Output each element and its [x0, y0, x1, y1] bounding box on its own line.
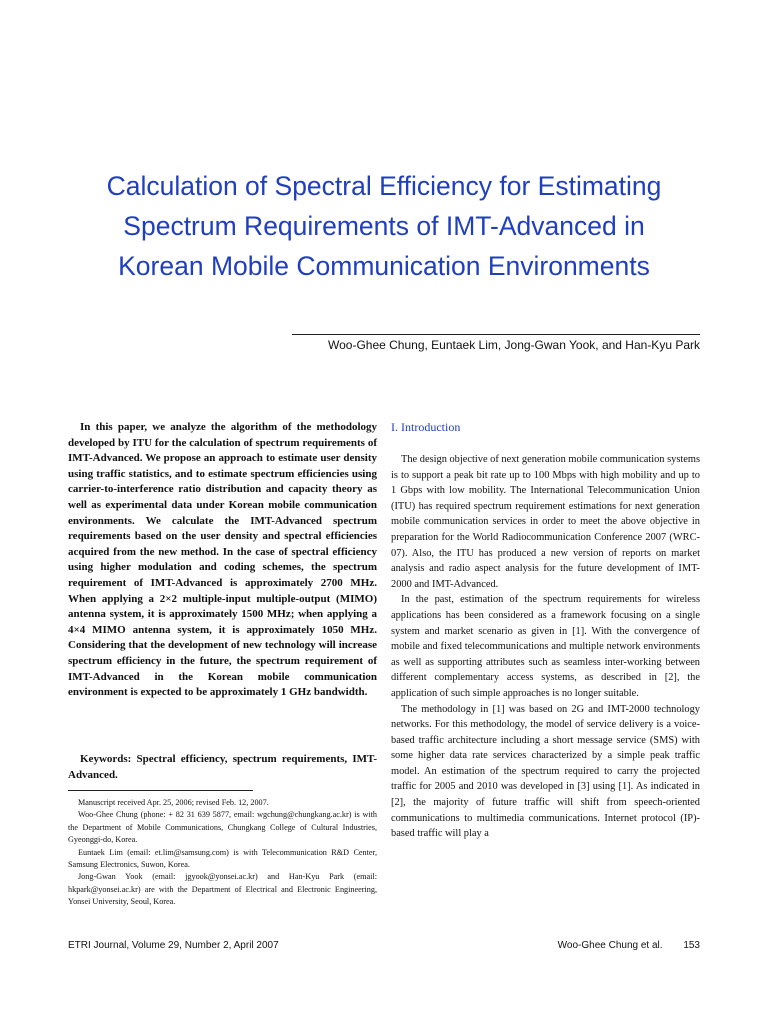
footnote-author-2: Euntaek Lim (email: et.lim@samsung.com) is with Telecommunication R&D Center, Samsung Electronics, Suwon, Korea. [68, 847, 377, 870]
page-number: 153 [683, 940, 700, 951]
author-rule [292, 334, 700, 335]
title-line-3: Korean Mobile Communication Environments [118, 251, 650, 281]
journal-footer: ETRI Journal, Volume 29, Number 2, April 2007 [68, 940, 279, 951]
footnote-rule [68, 790, 253, 791]
body-paragraph: The design objective of next generation mobile communication systems is to support a peak bit rate up to 100 Mbps with high mobility and up to 1 Gbps with low mobility. The International Telecommunication Union (ITU) has required spectrum requirement estimations for next generation mobile communication services in order to meet the above objective in preparation for the World Radiocommunication Conference 2007 (WRC-07). Also, the ITU has produced a new version of reports on market analysis and radio aspect analysis for the future development of IMT-2000 and IMT-Advanced. [391, 454, 700, 590]
abstract: In this paper, we analyze the algorithm of the methodology developed by ITU for the calculation of spectrum requirements of IMT-Advanced. We propose an approach to estimate user density using traffic statistics, and to estimate spectrum efficiencies using carrier-to-interference ratio distribution and capacity theory as well as experimental data under Korean mobile communication environments. We calculate the IMT-Advanced spectrum requirements based on the user density and spectral efficiencies acquired from the new method. In the case of spectral efficiency using higher modulation and coding schemes, the spectrum requirement of IMT-Advanced is approximately 2700 MHz. When applying a 2×2 multiple-input multiple-output (MIMO) antenna system, it is approximately 1500 MHz; when applying a 4×4 MIMO antenna system, it is approximately 1050 MHz. Considering that the development of new technology will increase spectrum efficiency in the future, the spectrum requirement of IMT-Advanced in the Korean mobile communication environment is expected to be approximately 1 GHz bandwidth. [68, 421, 377, 699]
author-list: Woo-Ghee Chung, Euntaek Lim, Jong-Gwan Yook, and Han-Kyu Park [328, 338, 700, 352]
body-paragraph: In the past, estimation of the spectrum requirements for wireless applications has been considered as a framework focusing on a single system and market scenario as given in [1]. With the convergence of mobile and fixed telecommunications and multiple network environments as well as supporting attributes such as seamless inter-working between different complementary access systems, as described in [2], the application of such simple approaches is no longer suitable. [391, 594, 700, 699]
introduction-body [391, 452, 700, 842]
footnotes [68, 797, 377, 909]
footnote-author-1: Woo-Ghee Chung (phone: + 82 31 639 5877, email: wgchung@chungkang.ac.kr) is with the Department of Mobile Communications, Chungkang College of Cultural Industries, Gyeonggi-do, Korea. [68, 810, 377, 845]
paper-title [60, 166, 708, 286]
title-line-2: Spectrum Requirements of IMT-Advanced in [123, 211, 645, 241]
footnote-author-3-4: Jong-Gwan Yook (email: jgyook@yonsei.ac.kr) and Han-Kyu Park (email: hkpark@yonsei.ac.kr) are with the Department of Electrical and Electronic Engineering, Yonsei University, Seoul, Korea. [68, 872, 377, 907]
body-paragraph: The methodology in [1] was based on 2G and IMT-2000 technology networks. For this methodology, the model of service delivery is a voice-based traffic architecture including a short message service (SMS) with some higher data rate services characterized by a simple peak traffic model. An estimation of the spectrum required to carry the projected traffic for 2005 and 2010 was developed in [3] using [1]. As indicated in [2], the majority of future traffic will shift from speech-oriented communications to multimedia communications. Internet protocol (IP)-based traffic will play a [391, 703, 700, 840]
running-author: Woo-Ghee Chung et al. [557, 940, 663, 951]
title-line-1: Calculation of Spectral Efficiency for Estimating [106, 171, 662, 201]
keywords: Keywords: Spectral efficiency, spectrum requirements, IMT-Advanced. [68, 753, 377, 781]
page-footer [558, 940, 700, 951]
footnote-manuscript: Manuscript received Apr. 25, 2006; revised Feb. 12, 2007. [78, 798, 269, 807]
section-heading-introduction: I. Introduction [391, 420, 461, 434]
